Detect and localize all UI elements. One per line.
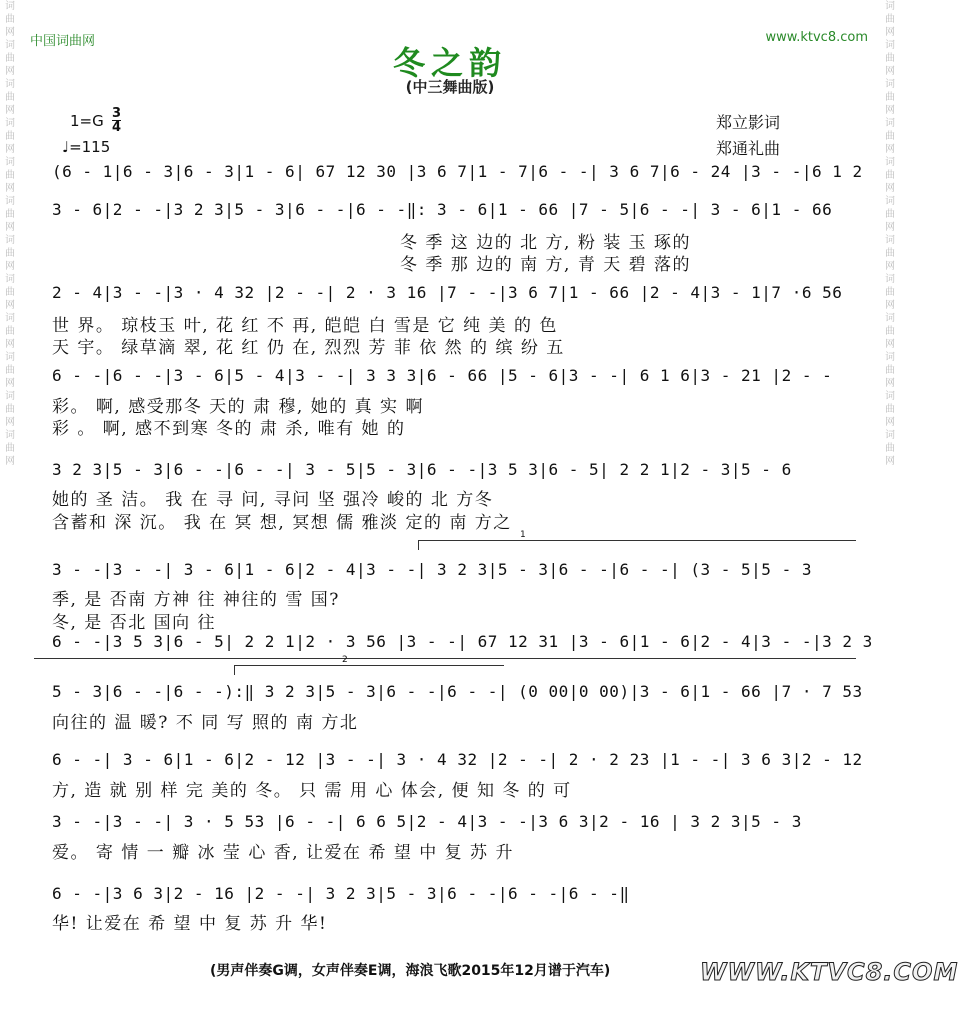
meter-bottom: 4 <box>112 120 122 135</box>
volta-2-number: 2 <box>342 655 348 665</box>
volta-2-bracket <box>234 665 504 666</box>
lyric-line-6-verse-2: 冬, 是 否北 国向 往 <box>52 613 217 633</box>
site-url-right: www.ktvc8.com <box>765 30 868 45</box>
lyric-line-5-verse-1: 她的 圣 洁。 我 在 寻 问, 寻问 坚 强冷 峻的 北 方冬 <box>52 490 494 510</box>
lyric-line-9: 方, 造 就 别 样 完 美的 冬。 只 需 用 心 体会, 便 知 冬 的 可 <box>52 781 572 801</box>
notation-line-5: 3 2 3|5 - 3|6 - -|6 - -| 3 - 5|5 - 3|6 - -|3 5 3|6 - 5| 2 2 1|2 - 3|5 - 6 <box>52 460 792 479</box>
volta-2-hook <box>234 665 235 675</box>
notation-line-8: 5 - 3|6 - -|6 - -):‖ 3 2 3|5 - 3|6 - -|6 - -| (0 00|0 00)|3 - 6|1 - 66 |7 · 7 53 <box>52 682 863 701</box>
notation-line-10: 3 - -|3 - -| 3 · 5 53 |6 - -| 6 6 5|2 - 4|3 - -|3 6 3|2 - 16 | 3 2 3|5 - 3 <box>52 812 802 831</box>
footer-note: (男声伴奏G调，女声伴奏E调，海浪飞歌2015年12月谱于汽车) <box>210 963 611 979</box>
composer-credit: 郑通礼曲 <box>716 139 781 158</box>
lyric-line-3-verse-2: 天 宇。 绿草滴 翠, 花 红 仍 在, 烈烈 芳 菲 依 然 的 缤 纷 五 <box>52 338 565 358</box>
notation-line-11: 6 - -|3 6 3|2 - 16 |2 - -| 3 2 3|5 - 3|6 - -|6 - -|6 - -‖ <box>52 884 630 903</box>
notation-line-1: (6 - 1|6 - 3|6 - 3|1 - 6| 67 12 30 |3 6 7|1 - 7|6 - -| 3 6 7|6 - 24 |3 - -|6 1 2 <box>52 162 863 181</box>
lyric-line-3-verse-1: 世 界。 琼枝玉 叶, 花 红 不 再, 皑皑 白 雪是 它 纯 美 的 色 <box>52 316 558 336</box>
volta-1-number: 1 <box>520 530 526 540</box>
notation-line-9: 6 - -| 3 - 6|1 - 6|2 - 12 |3 - -| 3 · 4 32 |2 - -| 2 · 2 23 |1 - -| 3 6 3|2 - 12 <box>52 750 863 769</box>
notation-line-3: 2 - 4|3 - -|3 · 4 32 |2 - -| 2 · 3 16 |7 - -|3 6 7|1 - 66 |2 - 4|3 - 1|7 ·6 56 <box>52 283 843 302</box>
lyric-line-2-verse-1: 冬 季 这 边的 北 方, 粉 装 玉 琢的 <box>400 233 692 253</box>
side-watermark-right: 词曲网词曲网词曲网词曲网词曲网词曲网词曲网词曲网词曲网词曲网词曲网词曲网 <box>885 1 895 467</box>
lyric-line-5-verse-2: 含蓄和 深 沉。 我 在 冥 想, 冥想 儒 雅淡 定的 南 方之 <box>52 513 512 533</box>
section-divider <box>34 658 856 659</box>
tempo-marking: ♩=115 <box>62 138 111 156</box>
site-name-left: 中国词曲网 <box>30 34 96 49</box>
notation-line-4: 6 - -|6 - -|3 - 6|5 - 4|3 - -| 3 3 3|6 - 66 |5 - 6|3 - -| 6 1 6|3 - 21 |2 - - <box>52 366 833 385</box>
lyricist-credit: 郑立影词 <box>716 113 781 132</box>
lyric-line-4-verse-2: 彩 。 啊, 感不到寒 冬的 肃 杀, 唯有 她 的 <box>52 419 406 439</box>
notation-line-6: 3 - -|3 - -| 3 - 6|1 - 6|2 - 4|3 - -| 3 2 3|5 - 3|6 - -|6 - -| (3 - 5|5 - 3 <box>52 560 812 579</box>
time-signature <box>112 107 121 134</box>
song-subtitle: (中三舞曲版) <box>405 78 495 96</box>
site-watermark-logo: WWW.KTVC8.COM <box>700 958 958 986</box>
notation-line-7: 6 - -|3 5 3|6 - 5| 2 2 1|2 · 3 56 |3 - -| 67 12 31 |3 - 6|1 - 6|2 - 4|3 - -|3 2 3 <box>52 632 873 651</box>
lyric-line-2-verse-2: 冬 季 那 边的 南 方, 青 天 碧 落的 <box>400 255 692 275</box>
key-signature: 1=G <box>70 112 104 130</box>
lyric-line-8: 向往的 温 暖? 不 同 写 照的 南 方北 <box>52 713 359 733</box>
lyric-line-11: 华! 让爱在 希 望 中 复 苏 升 华! <box>52 914 328 934</box>
side-watermark-left: 词曲网词曲网词曲网词曲网词曲网词曲网词曲网词曲网词曲网词曲网词曲网词曲网 <box>5 1 15 467</box>
volta-1-bracket <box>418 540 856 541</box>
lyric-line-10: 爱。 寄 情 一 瓣 冰 莹 心 香, 让爱在 希 望 中 复 苏 升 <box>52 843 514 863</box>
notation-line-2: 3 - 6|2 - -|3 2 3|5 - 3|6 - -|6 - -‖: 3 - 6|1 - 66 |7 - 5|6 - -| 3 - 6|1 - 66 <box>52 200 833 219</box>
meter-top: 3 <box>112 106 122 121</box>
lyric-line-6-verse-1: 季, 是 否南 方神 往 神往的 雪 国? <box>52 590 340 610</box>
volta-1-hook <box>418 540 419 550</box>
lyric-line-4-verse-1: 彩。 啊, 感受那冬 天的 肃 穆, 她的 真 实 啊 <box>52 397 424 417</box>
song-title: 冬之韵 <box>392 44 507 82</box>
